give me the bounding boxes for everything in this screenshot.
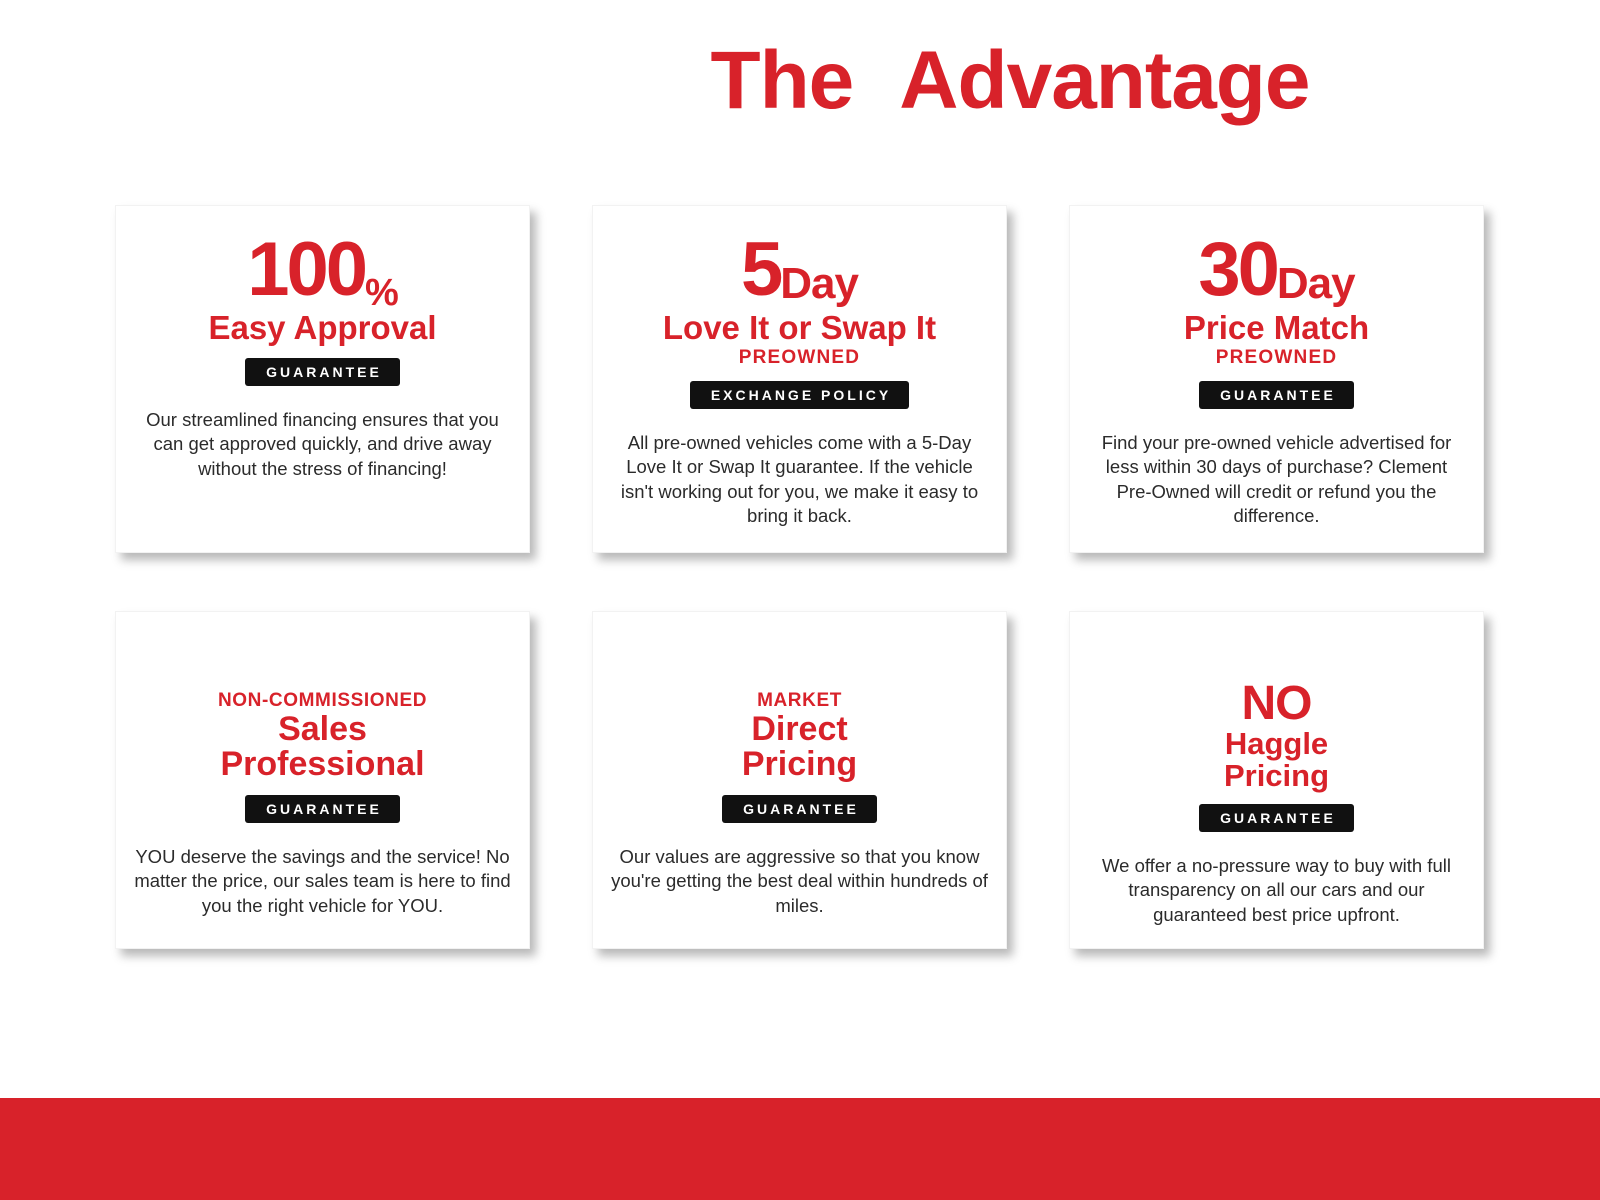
- card-headline: [1183, 227, 1370, 369]
- card-price-match: [1069, 205, 1484, 553]
- headline-row: [247, 227, 398, 314]
- headline-eyebrow: NON-COMMISSIONED: [217, 690, 428, 711]
- card-headline: [662, 227, 937, 369]
- headline-subtitle: Price Match: [1183, 309, 1370, 346]
- card-body: YOU deserve the savings and the service! No matter the price, our sales team is here to find you the right vehicle for YOU.: [134, 845, 511, 916]
- headline-subtitle: Love It or Swap It: [662, 309, 937, 346]
- card-easy-approval: [115, 205, 530, 553]
- status-badge: GUARANTEE: [1199, 804, 1354, 832]
- headline-symbol: Day: [1276, 259, 1355, 308]
- page-header: [0, 26, 1600, 136]
- card-body: Our values are aggressive so that you know you're getting the best deal within hundreds of miles.: [611, 845, 988, 916]
- card-no-haggle-pricing: [1069, 611, 1484, 949]
- card-headline: [1223, 677, 1330, 793]
- headline-subtitle: Easy Approval: [208, 309, 437, 346]
- footer-accent-bar: [0, 1098, 1600, 1200]
- headline-row: [740, 227, 858, 312]
- headline-line-2: Pricing: [1223, 757, 1330, 793]
- status-badge: EXCHANGE POLICY: [690, 381, 909, 409]
- status-badge: GUARANTEE: [245, 358, 400, 386]
- headline-subtitle-2: PREOWNED: [1215, 346, 1338, 368]
- card-body: Our streamlined financing ensures that you can get approved quickly, and drive away without the stress of financing!: [146, 408, 499, 479]
- headline-number: 30: [1198, 227, 1277, 312]
- headline-row: [1198, 227, 1355, 312]
- card-body: We offer a no-pressure way to buy with full transparency on all our cars and our guaranteed best price upfront.: [1102, 854, 1451, 926]
- headline-symbol: Day: [780, 259, 858, 308]
- card-body: All pre-owned vehicles come with a 5-Day Love It or Swap It guarantee. If the vehicle isn't working out for you, we make it easy to bring it back.: [620, 431, 979, 527]
- headline-number: 100: [247, 227, 365, 312]
- headline-line-2: Professional: [220, 745, 425, 784]
- card-love-it-or-swap-it: [592, 205, 1007, 553]
- headline-line-2: Pricing: [741, 745, 858, 784]
- card-headline: [742, 690, 857, 783]
- card-headline: [208, 227, 437, 346]
- card-headline: [218, 690, 427, 783]
- title-the: The: [710, 35, 854, 126]
- headline-number: 5: [740, 227, 781, 312]
- headline-line-1: Direct: [751, 710, 848, 748]
- card-market-direct-pricing: [592, 611, 1007, 949]
- title-advantage: Advantage: [899, 35, 1310, 126]
- headline-subtitle-2: PREOWNED: [738, 346, 861, 368]
- headline-big: NO: [1241, 677, 1312, 730]
- status-badge: GUARANTEE: [1199, 381, 1354, 409]
- status-badge: GUARANTEE: [722, 795, 877, 823]
- benefits-grid: [115, 205, 1485, 949]
- card-body: Find your pre-owned vehicle advertised for less within 30 days of purchase? Clement Pre-Owned will credit or refund you the difference.: [1101, 431, 1452, 527]
- card-non-commissioned-sales: [115, 611, 530, 949]
- status-badge: GUARANTEE: [245, 795, 400, 823]
- headline-eyebrow: MARKET: [757, 690, 842, 711]
- headline-line-1: Sales: [278, 710, 367, 748]
- page-title: [710, 35, 1310, 126]
- headline-symbol: %: [365, 272, 398, 314]
- headline-line-1: Haggle: [1224, 726, 1329, 761]
